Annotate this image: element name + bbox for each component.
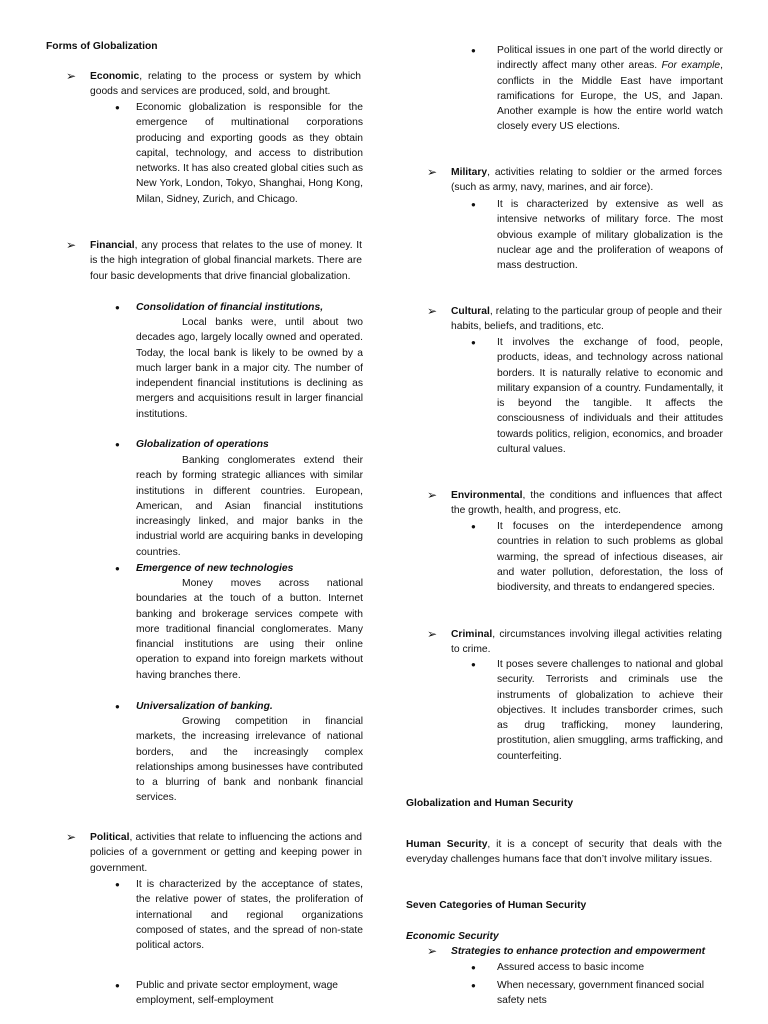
military-bullet: It is characterized by extensive as well as intensive networks of military force. The most obvious example of military globalization is the nuclear age and the proliferation of weapons of mass destruction.: [497, 199, 723, 272]
dot-bullet-icon: ●: [115, 702, 120, 711]
dot-bullet-icon: ●: [471, 522, 476, 531]
financial-item-title: Emergence of new technologies: [136, 563, 294, 574]
dot-bullet-icon: ●: [471, 338, 476, 347]
dot-bullet-icon: ●: [471, 46, 476, 55]
economic-security-bullet: Assured access to basic income: [497, 962, 645, 973]
economic-security-bullet: When necessary, government financed social safety nets: [497, 980, 704, 1007]
economic-paragraph: [90, 69, 361, 100]
military-term: Military: [451, 167, 488, 178]
economic-bullet: Economic globalization is responsible for the emergence of multinational corporations producing and exporting goods as they obtain capital, technology, and access to distribution networks. It has also created global cities such as New York, London, Tokyo, Shanghai, Hong Kong, Milan, Sidney, Zurich, and Chicago.: [136, 102, 363, 205]
seven-categories-heading: Seven Categories of Human Security: [406, 900, 587, 911]
section-heading-forms: Forms of Globalization: [46, 41, 158, 52]
arrow-bullet-icon: ➢: [427, 627, 438, 641]
economic-security-heading: Economic Security: [406, 931, 499, 942]
financial-item-body: Growing competition in financial markets, the increasing irrelevance of national borders, and the increasingly complex relationships among businesses have contributed to a blurring of bank and nonbank financial services.: [136, 716, 363, 804]
financial-item-body: Local banks were, until about two decades ago, largely locally owned and operated. Today, the local bank is likely to be owned by a much larger bank in a major city. The number of independent financial institutions is declining as mergers and acquisitions result in larger financial institutions.: [136, 317, 363, 420]
arrow-bullet-icon: ➢: [427, 304, 438, 318]
arrow-bullet-icon: ➢: [427, 944, 438, 958]
military-paragraph: [451, 165, 722, 196]
cultural-paragraph: [451, 304, 722, 335]
dot-bullet-icon: ●: [471, 981, 476, 990]
dot-bullet-icon: ●: [471, 660, 476, 669]
criminal-definition: , circumstances involving illegal activities relating to crime.: [451, 629, 722, 656]
arrow-bullet-icon: ➢: [66, 69, 77, 83]
dot-bullet-icon: ●: [471, 200, 476, 209]
economic-term: Economic: [90, 71, 140, 82]
financial-term: Financial: [90, 240, 135, 251]
dot-bullet-icon: ●: [115, 880, 120, 889]
cultural-bullet: It involves the exchange of food, people, products, ideas, and technology across national borders. It is naturally relative to economic and military expansion of a country. Fundamentally, it is beyond the tangible. It affects the consciousness of individuals and their attitudes towards politics, religion, economics, and broader cultural values.: [497, 337, 723, 456]
economic-definition: , relating to the process or system by which goods and services are produced, sold, and brought.: [90, 71, 361, 98]
human-security-section-heading: Globalization and Human Security: [406, 798, 574, 809]
financial-definition: , any process that relates to the use of money. It is the high integration of global financial markets. There are four basic developments that drive financial globalization.: [90, 240, 362, 282]
strategies-subheading: Strategies to enhance protection and empowerment: [451, 946, 706, 957]
human-security-term: Human Security: [406, 839, 488, 850]
criminal-bullet: It poses severe challenges to national and global security. Terrorists and criminals use the instruments of globalization to achieve their objectives. It includes transborder crimes, such as drug trafficking, money laundering, prostitution, alien smuggling, arms trafficking, and counterfeiting.: [497, 659, 723, 762]
employment-bullet: Public and private sector employment, wage employment, self-employment: [136, 980, 339, 1007]
financial-item-title: Consolidation of financial institutions,: [136, 302, 324, 313]
criminal-term: Criminal: [451, 629, 493, 640]
political-term: Political: [90, 832, 130, 843]
dot-bullet-icon: ●: [115, 303, 120, 312]
dot-bullet-icon: ●: [115, 103, 120, 112]
cultural-term: Cultural: [451, 306, 490, 317]
arrow-bullet-icon: ➢: [427, 488, 438, 502]
financial-item-title: Globalization of operations: [136, 439, 269, 450]
arrow-bullet-icon: ➢: [66, 830, 77, 844]
political-continued-bullet: [497, 43, 723, 135]
political-cont-after: , conflicts in the Middle East have important ramifications for Europe, the US, and Japan. Another example is how the entire world watch closely every US elections.: [497, 60, 724, 133]
criminal-paragraph: [451, 627, 722, 658]
human-security-definition: , it is a concept of security that deals with the everyday challenges humans face that don’t involve military issues.: [406, 839, 722, 866]
environmental-bullet: It focuses on the interdependence among countries in relation to such problems as global warming, the spread of infectious diseases, air and water pollution, deforestation, the loss of biodiversity, and threats to endangered species.: [497, 521, 723, 594]
financial-paragraph: [90, 238, 362, 284]
human-security-paragraph: [406, 837, 722, 868]
political-definition: , activities that relate to influencing the actions and policies of a government or getting and keeping power in government.: [90, 832, 362, 874]
arrow-bullet-icon: ➢: [66, 238, 77, 252]
financial-item-body: Banking conglomerates extend their reach by forming strategic alliances with similar institutions in different countries. European, American, and Asian financial institutions increasingly linked, and major banks in the industrial world are acquiring banks in developing countries.: [136, 455, 363, 558]
arrow-bullet-icon: ➢: [427, 165, 438, 179]
political-bullet: It is characterized by the acceptance of states, the relative power of states, the proliferation of international and regional organizations composed of states, and the spread of non-state political actors.: [136, 879, 363, 952]
environmental-paragraph: [451, 488, 722, 519]
political-cont-before: Political issues in one part of the world directly or indirectly affect many other areas.: [497, 45, 723, 72]
environmental-definition: , the conditions and influences that affect the growth, health, and progress, etc.: [451, 490, 722, 517]
military-definition: , activities relating to soldier or the armed forces (such as army, navy, marines, and air force).: [451, 167, 722, 194]
financial-item-body: Money moves across national boundaries at the touch of a button. Internet banking and brokerage services compete with more traditional financial conglomerates. Many financial institutions are using their online operation to expand into foreign markets without having branches there.: [136, 578, 363, 681]
political-cont-italic: For example: [661, 60, 721, 72]
cultural-definition: , relating to the particular group of people and their habits, beliefs, and traditions, etc.: [451, 306, 722, 333]
financial-item-title: Universalization of banking.: [136, 701, 273, 712]
environmental-term: Environmental: [451, 490, 523, 501]
dot-bullet-icon: ●: [115, 564, 120, 573]
dot-bullet-icon: ●: [115, 440, 120, 449]
political-paragraph: [90, 830, 362, 876]
dot-bullet-icon: ●: [115, 981, 120, 990]
dot-bullet-icon: ●: [471, 963, 476, 972]
